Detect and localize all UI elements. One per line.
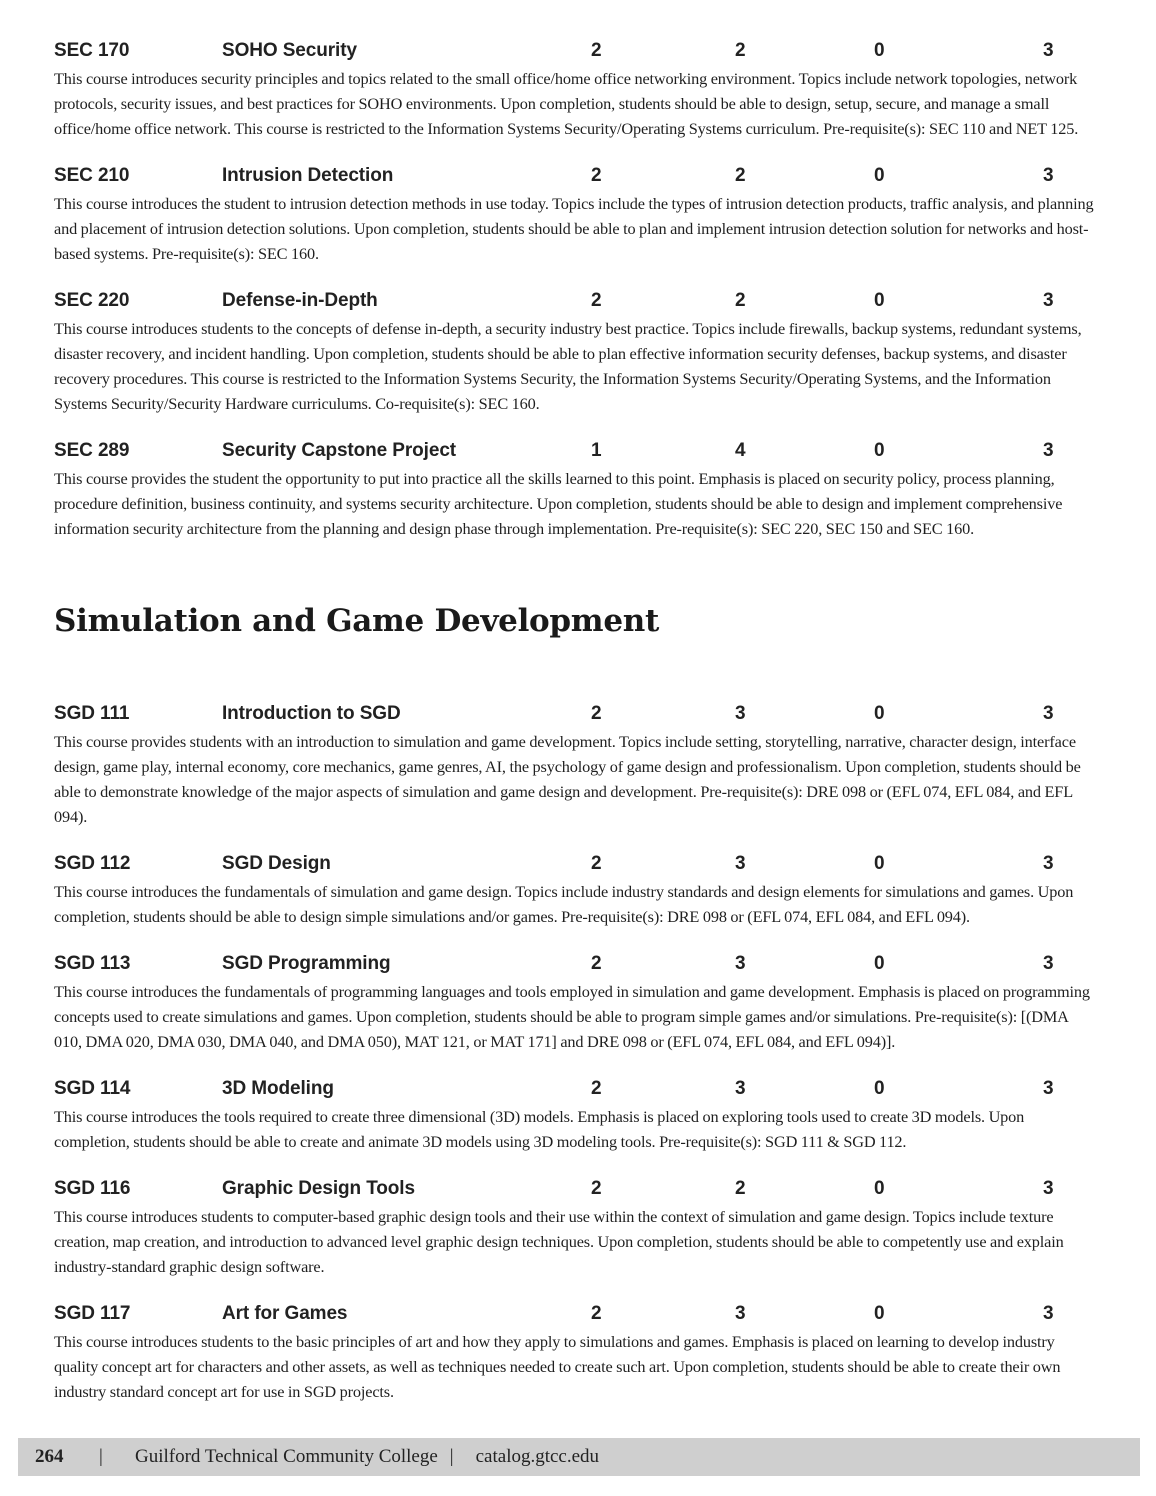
lab-hours: 3 — [735, 1078, 746, 1099]
course-header — [54, 440, 1096, 466]
credit-hours: 3 — [1043, 1178, 1054, 1199]
lecture-hours: 2 — [591, 853, 602, 874]
course-title: Intrusion Detection — [222, 165, 394, 186]
catalog-page — [54, 40, 1096, 1428]
course-entry — [54, 290, 1096, 416]
course-code: SEC 289 — [54, 440, 130, 461]
course-title: Security Capstone Project — [222, 440, 457, 461]
course-code: SEC 170 — [54, 40, 130, 61]
course-header — [54, 290, 1096, 316]
course-code: SEC 210 — [54, 165, 130, 186]
course-header — [54, 40, 1096, 66]
course-title: 3D Modeling — [222, 1078, 334, 1099]
lecture-hours: 2 — [591, 1303, 602, 1324]
course-description: This course provides the student the opportunity to put into practice all the skills learned to this point. Emphasis is placed on security policy, process planning, procedure definition, business continuity, and systems security architecture. Upon completion, students should be able to design and implement comprehensive information security architecture from the planning and design phase through implementation. Pre-requisite(s): SEC 220, SEC 150 and SEC 160. — [54, 469, 1063, 538]
section-heading: Simulation and Game Development — [54, 603, 659, 639]
lecture-hours: 1 — [591, 440, 602, 461]
lecture-hours: 2 — [591, 1178, 602, 1199]
course-entry — [54, 1303, 1096, 1404]
course-code: SGD 112 — [54, 853, 131, 874]
course-title: Defense-in-Depth — [222, 290, 378, 311]
course-header — [54, 853, 1096, 879]
lecture-hours: 2 — [591, 1078, 602, 1099]
course-description: This course introduces the fundamentals of simulation and game design. Topics include industry standards and design elements for simulations and games. Upon completion, students should be able to design simple simulations and/or games. Pre-requisite(s): DRE 098 or (EFL 074, EFL 084, and EFL 094). — [54, 882, 1074, 926]
college-name: Guilford Technical Community College — [135, 1446, 438, 1467]
course-entry — [54, 165, 1096, 266]
credit-hours: 3 — [1043, 40, 1054, 61]
work-hours: 0 — [874, 40, 885, 61]
course-entry — [54, 1178, 1096, 1279]
work-hours: 0 — [874, 440, 885, 461]
lab-hours: 3 — [735, 1303, 746, 1324]
credit-hours: 3 — [1043, 853, 1054, 874]
lecture-hours: 2 — [591, 703, 602, 724]
footer-separator: | — [99, 1446, 103, 1467]
lecture-hours: 2 — [591, 165, 602, 186]
catalog-website-link[interactable]: catalog.gtcc.edu — [475, 1446, 600, 1467]
lab-hours: 3 — [735, 953, 746, 974]
course-entry — [54, 953, 1096, 1054]
lecture-hours: 2 — [591, 290, 602, 311]
lab-hours: 2 — [735, 290, 746, 311]
lecture-hours: 2 — [591, 40, 602, 61]
course-title: Graphic Design Tools — [222, 1178, 415, 1199]
lab-hours: 2 — [735, 40, 746, 61]
course-entry — [54, 1078, 1096, 1154]
work-hours: 0 — [874, 1303, 885, 1324]
page-number: 264 — [35, 1446, 64, 1467]
credit-hours: 3 — [1043, 440, 1054, 461]
work-hours: 0 — [874, 703, 885, 724]
lab-hours: 4 — [735, 440, 746, 461]
page-footer — [18, 1438, 1140, 1476]
course-description: This course introduces security principles and topics related to the small office/home office networking environment. Topics include network topologies, network protocols, security issues, and best practices for SOHO environments. Upon completion, students should be able to design, setup, secure, and manage a small office/home office network. This course is restricted to the Information Systems Security/Operating Systems curriculum. Pre-requisite(s): SEC 110 and NET 125. — [54, 69, 1079, 138]
course-description: This course introduces the fundamentals of programming languages and tools employed in simulation and game development. Emphasis is placed on programming concepts used to create simulations and games. Upon completion, students should be able to program simple games and/or simulations. Pre-requisite(s): [(DMA 010, DMA 020, DMA 030, DMA 040, and DMA 050), MAT 121, or MAT 171] and DRE 098 or (EFL 074, EFL 084, and EFL 094)]. — [54, 982, 1090, 1051]
credit-hours: 3 — [1043, 165, 1054, 186]
credit-hours: 3 — [1043, 290, 1054, 311]
lecture-hours: 2 — [591, 953, 602, 974]
course-code: SEC 220 — [54, 290, 130, 311]
work-hours: 0 — [874, 290, 885, 311]
lab-hours: 2 — [735, 165, 746, 186]
course-title: Introduction to SGD — [222, 703, 401, 724]
work-hours: 0 — [874, 953, 885, 974]
course-header — [54, 953, 1096, 979]
footer-separator: | — [449, 1446, 454, 1467]
work-hours: 0 — [874, 1178, 885, 1199]
work-hours: 0 — [874, 165, 885, 186]
course-code: SGD 113 — [54, 953, 131, 974]
lab-hours: 3 — [735, 853, 746, 874]
course-list-sec — [54, 40, 1096, 541]
credit-hours: 3 — [1043, 1078, 1054, 1099]
work-hours: 0 — [874, 1078, 885, 1099]
course-entry — [54, 703, 1096, 829]
course-entry — [54, 440, 1096, 541]
course-title: Art for Games — [222, 1303, 348, 1324]
course-entry — [54, 40, 1096, 141]
course-entry — [54, 853, 1096, 929]
credit-hours: 3 — [1043, 1303, 1054, 1324]
lab-hours: 3 — [735, 703, 746, 724]
course-code: SGD 111 — [54, 703, 130, 724]
course-description: This course introduces students to the basic principles of art and how they apply to simulations and games. Emphasis is placed on learning to develop industry quality concept art for characters and other assets, as well as techniques needed to create such art. Upon completion, students should be able to create their own industry standard concept art for use in SGD projects. — [54, 1332, 1061, 1401]
course-title: SGD Design — [222, 853, 331, 874]
credit-hours: 3 — [1043, 703, 1054, 724]
course-list-sgd — [54, 703, 1096, 1404]
course-header — [54, 1303, 1096, 1329]
course-header — [54, 1178, 1096, 1204]
course-header — [54, 165, 1096, 191]
course-description: This course introduces the tools required to create three dimensional (3D) models. Emphasis is placed on exploring tools used to create 3D models. Upon completion, students should be able to create and animate 3D models using 3D modeling tools. Pre-requisite(s): SGD 111 & SGD 112. — [54, 1107, 1025, 1151]
course-description: This course introduces students to the concepts of defense in-depth, a security industry best practice. Topics include firewalls, backup systems, redundant systems, disaster recovery, and incident handling. Upon completion, students should be able to plan effective information security defenses, backup systems, and disaster recovery procedures. This course is restricted to the Information Systems Security, the Information Systems Security/Operating Systems, and the Information Systems Security/Security Hardware curriculums. Co-requisite(s): SEC 160. — [54, 319, 1082, 413]
lab-hours: 2 — [735, 1178, 746, 1199]
course-code: SGD 114 — [54, 1078, 131, 1099]
course-title: SGD Programming — [222, 953, 391, 974]
course-title: SOHO Security — [222, 40, 357, 61]
course-header — [54, 1078, 1096, 1104]
course-code: SGD 116 — [54, 1178, 131, 1199]
course-header — [54, 703, 1096, 729]
credit-hours: 3 — [1043, 953, 1054, 974]
course-code: SGD 117 — [54, 1303, 131, 1324]
course-description: This course introduces students to computer-based graphic design tools and their use within the context of simulation and game design. Topics include texture creation, map creation, and introduction to advanced level graphic design techniques. Upon completion, students should be able to competently use and explain industry-standard graphic design software. — [54, 1207, 1064, 1276]
work-hours: 0 — [874, 853, 885, 874]
course-description: This course introduces the student to intrusion detection methods in use today. Topics include the types of intrusion detection products, traffic analysis, and planning and placement of intrusion detection solutions. Upon completion, students should be able to plan and implement intrusion detection solution for networks and host-based systems. Pre-requisite(s): SEC 160. — [54, 194, 1094, 263]
course-description: This course provides students with an introduction to simulation and game development. Topics include setting, storytelling, narrative, character design, interface design, game play, internal economy, core mechanics, game genres, AI, the psychology of game design and professionalism. Upon completion, students should be able to demonstrate knowledge of the major aspects of simulation and game design and development. Pre-requisite(s): DRE 098 or (EFL 074, EFL 084, and EFL 094). — [54, 732, 1081, 826]
